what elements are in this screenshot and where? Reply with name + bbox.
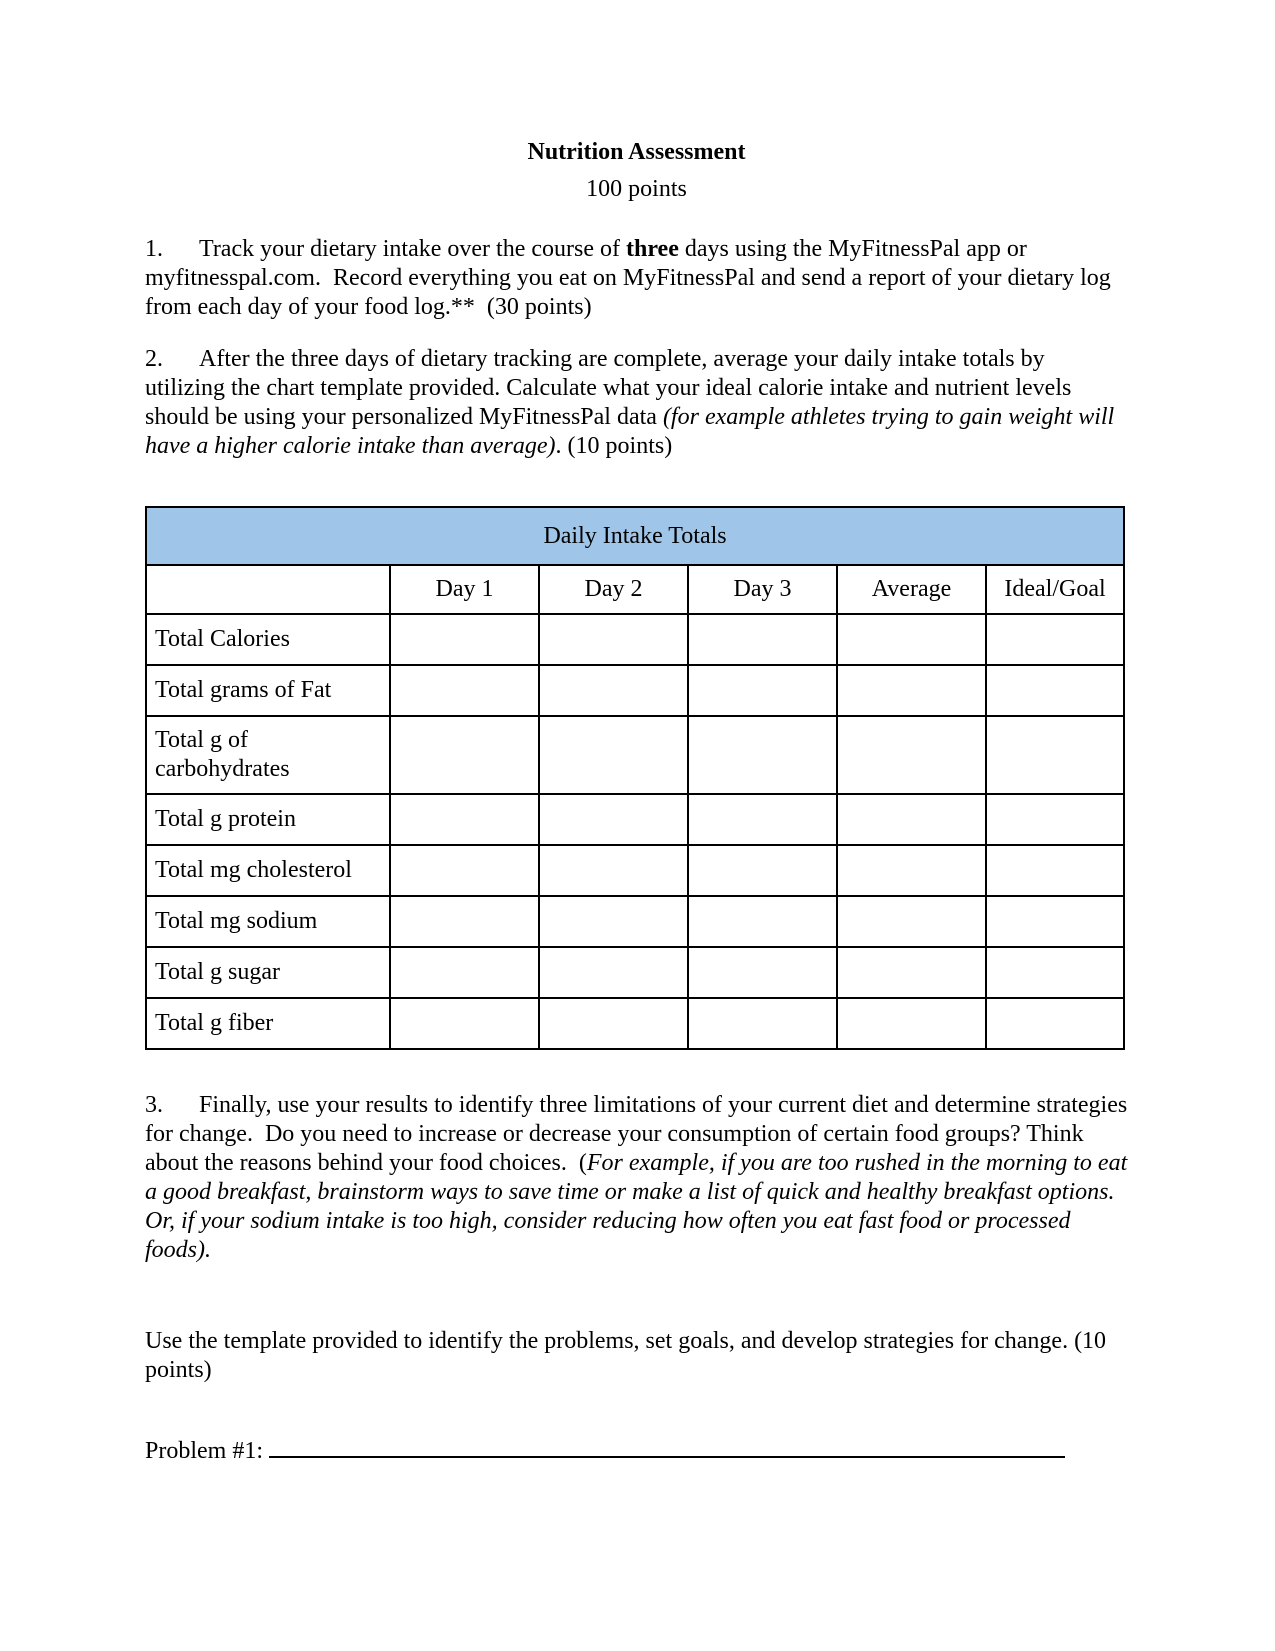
table-row [146, 998, 1124, 1049]
intake-cell [539, 896, 688, 947]
intake-cell [390, 716, 539, 794]
intake-cell [539, 794, 688, 845]
column-header-day3: Day 3 [688, 565, 837, 614]
problem-1-label: Problem #1: [145, 1438, 263, 1464]
intake-cell [837, 896, 986, 947]
column-header-day1: Day 1 [390, 565, 539, 614]
table-row [146, 665, 1124, 716]
row-label-total-cholesterol: Total mg cholesterol [146, 845, 390, 896]
intake-cell [539, 845, 688, 896]
intake-cell [837, 794, 986, 845]
instruction-item-2 [145, 345, 1128, 461]
column-header-ideal-goal: Ideal/Goal [986, 565, 1124, 614]
intake-cell [986, 998, 1124, 1049]
intake-cell [539, 998, 688, 1049]
intake-cell [986, 794, 1124, 845]
instruction-item-3 [145, 1091, 1134, 1265]
row-label-total-protein: Total g protein [146, 794, 390, 845]
intake-cell [390, 998, 539, 1049]
intake-cell [390, 794, 539, 845]
intake-cell [986, 716, 1124, 794]
intake-cell [986, 947, 1124, 998]
intake-cell [539, 665, 688, 716]
table-title-cell: Daily Intake Totals [146, 507, 1124, 565]
column-header-day2: Day 2 [539, 565, 688, 614]
table-row [146, 794, 1124, 845]
intake-cell [986, 614, 1124, 665]
intake-cell [688, 845, 837, 896]
problem-1-blank-line [269, 1456, 1065, 1458]
intake-cell [688, 794, 837, 845]
row-label-total-carbohydrates: Total g of carbohydrates [146, 716, 390, 794]
intake-cell [837, 716, 986, 794]
row-label-total-sodium: Total mg sodium [146, 896, 390, 947]
row-label-total-fiber: Total g fiber [146, 998, 390, 1049]
table-title-row [146, 507, 1124, 565]
intake-cell [539, 716, 688, 794]
column-header-average: Average [837, 565, 986, 614]
instruction-1-text-continued: days using the MyFitnessPal app or myfitnesspal.com. Record everything you eat on MyFitnessPal and send a report of your dietary log from each day of your food log.** (30 points) [145, 236, 1117, 320]
intake-cell [688, 716, 837, 794]
column-header-blank [146, 565, 390, 614]
table-row [146, 716, 1124, 794]
row-label-total-calories: Total Calories [146, 614, 390, 665]
instruction-3-number: 3. [145, 1092, 163, 1118]
intake-cell [986, 896, 1124, 947]
instruction-3-text: Finally, use your results to identify three limitations of your current diet and determine strategies for change. Do you need to increase or decrease your consumption of certain food groups? Think about the reasons behind your food choices. ( [145, 1092, 1134, 1176]
intake-cell [390, 665, 539, 716]
intake-cell [539, 947, 688, 998]
problem-1-line [145, 1437, 1128, 1466]
intake-cell [390, 896, 539, 947]
closing-instruction: Use the template provided to identify the problems, set goals, and develop strategies for change. (10 points) [145, 1328, 1113, 1383]
intake-cell [688, 947, 837, 998]
page-subtitle: 100 points [586, 176, 687, 202]
table-row [146, 896, 1124, 947]
intake-cell [688, 998, 837, 1049]
intake-cell [837, 998, 986, 1049]
table-row [146, 947, 1124, 998]
instruction-item-1 [145, 235, 1128, 322]
page-title: Nutrition Assessment [527, 139, 746, 165]
table-column-header-row [146, 565, 1124, 614]
intake-cell [390, 614, 539, 665]
intake-cell [837, 665, 986, 716]
intake-cell [986, 845, 1124, 896]
instruction-1-number: 1. [145, 236, 163, 262]
intake-cell [688, 665, 837, 716]
daily-intake-table [145, 506, 1125, 1050]
intake-cell [688, 614, 837, 665]
instruction-1-text: Track your dietary intake over the course of [199, 236, 626, 262]
row-label-total-fat: Total grams of Fat [146, 665, 390, 716]
instruction-2-text: After the three days of dietary tracking are complete, average your daily intake totals by utilizing the chart template provided. Calculate what your ideal calorie intake and nutrient levels should be using your personalized MyFitnessPal data [145, 346, 1078, 430]
intake-cell [837, 614, 986, 665]
instruction-1-bold-word: three [625, 236, 679, 262]
intake-cell [837, 845, 986, 896]
instruction-2-number: 2. [145, 346, 163, 372]
intake-cell [390, 947, 539, 998]
intake-cell [986, 665, 1124, 716]
table-row [146, 845, 1124, 896]
instruction-2-italic-text: (for example athletes trying to gain weight will have a higher calorie intake than average) [145, 404, 1121, 459]
table-row [146, 614, 1124, 665]
instruction-3-italic-text: For example, if you are too rushed in the morning to eat a good breakfast, brainstorm ways to save time or make a list of quick and healthy breakfast options. Or, if your sodium intake is too high, consider reducing how often you eat fast food or processed foods). [145, 1150, 1134, 1263]
instruction-2-text-end: . (10 points) [555, 433, 673, 459]
intake-cell [390, 845, 539, 896]
row-label-total-sugar: Total g sugar [146, 947, 390, 998]
intake-cell [539, 614, 688, 665]
intake-cell [837, 947, 986, 998]
intake-cell [688, 896, 837, 947]
